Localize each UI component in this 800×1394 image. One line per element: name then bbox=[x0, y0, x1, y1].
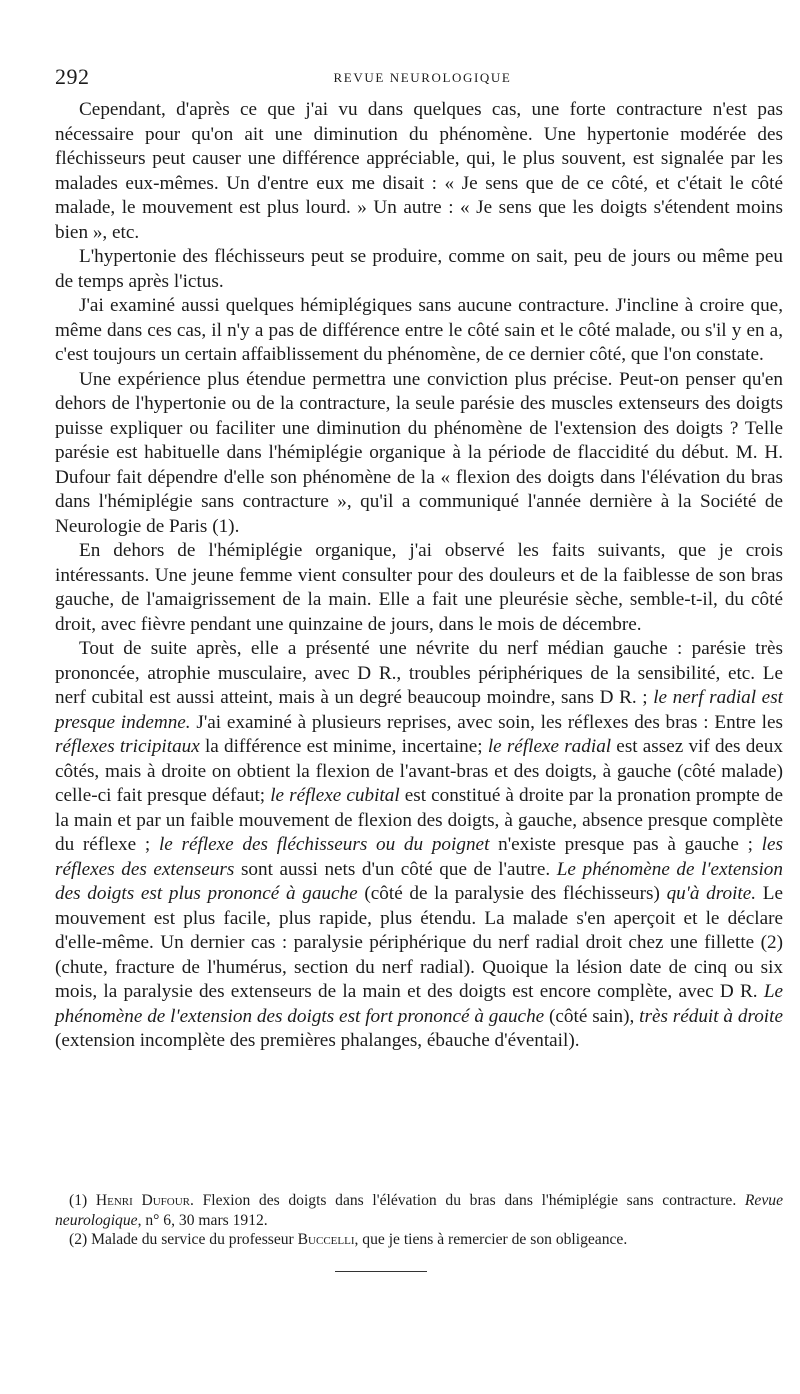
running-head: REVUE NEUROLOGIQUE bbox=[333, 70, 512, 85]
text-run: J'ai examiné à plusieurs reprises, avec soin, les réflexes des bras : Entre les bbox=[190, 711, 783, 733]
text-run: (côté sain), bbox=[544, 1005, 640, 1027]
end-rule bbox=[335, 1271, 427, 1272]
italic-run: les réflexes des extenseurs bbox=[55, 834, 783, 880]
footnote-author: Henri Dufour bbox=[95, 1192, 191, 1209]
paragraph-4: Une expérience plus étendue permettra une conviction plus précise. Peut-on penser qu'en dehors de l'hypertonie ou de la contracture, la seule parésie des muscles extenseurs des doigts puisse expliquer ou faciliter une diminution du phénomène de l'extension des doigts ? Telle parésie est habituelle dans l'hémiplégie organique à la période de flaccidité du début. M. H. Dufour fait dépendre d'elle son phénomène de la « flexion des doigts dans l'élévation du bras dans l'hémiplégie sans contracture », qu'il a communiqué l'année dernière à la Société de Neurologie de Paris (1). bbox=[55, 368, 783, 537]
italic-run: le réflexe cubital bbox=[270, 785, 400, 806]
text-run: sont aussi nets d'un côté que de l'autre. bbox=[234, 858, 557, 880]
footnote-2 bbox=[55, 1230, 783, 1250]
text-run: (extension incomplète des premières phalanges, ébauche d'éventail). bbox=[55, 1030, 580, 1051]
text-run: est constitué à droite par la pronation prompte de la main et par un faible mouvement de flexion des doigts, à gauche, absence presque complète du réflexe ; bbox=[55, 785, 783, 855]
italic-run: le réflexe radial bbox=[487, 736, 612, 757]
italic-run: Le phénomène de l'extension des doigts est fort prononcé à gauche bbox=[55, 981, 783, 1027]
footnote-number: (2) bbox=[69, 1231, 92, 1248]
italic-run: qu'à droite. bbox=[666, 883, 757, 904]
page-number: 292 bbox=[55, 64, 90, 89]
paragraph-5: En dehors de l'hémiplégie organique, j'ai observé les faits suivants, que je crois intéressants. Une jeune femme vient consulter pour des douleurs et de la faiblesse de son bras gauche, de l'amaigrissement de la main. Elle a fait une pleurésie sèche, semble-t-il, du côté droit, avec fièvre pendant une quinzaine de jours, dans le mois de décembre. bbox=[55, 540, 783, 635]
footnote-text: , n° 6, 30 mars 1912. bbox=[137, 1211, 268, 1229]
footnotes bbox=[55, 1191, 783, 1250]
text-run: (côté de la paralysie des fléchisseurs) bbox=[357, 883, 667, 904]
paragraph-6 bbox=[55, 637, 783, 1054]
text-run: Le mouvement est plus facile, plus rapide, plus étendu. La malade s'en aperçoit et le déclare d'elle-même. Un dernier cas : paralysie périphérique du nerf radial droit chez une fillette (2) (chute, fracture de l'humérus, section du nerf radial). Quoique la lésion date de cinq ou six mois, la paralysie des extenseurs de la main et des doigts est encore complète, avec D R. bbox=[55, 883, 784, 1002]
text-run: la différence est minime, incertaine; bbox=[199, 736, 488, 757]
paragraph-3: J'ai examiné aussi quelques hémiplégiques sans aucune contracture. J'incline à croire que, même dans ces cas, il n'y a pas de différence entre le côté sain et le côté malade, ou s'il y en a, c'est toujours un certain affaiblissement du phénomène, de ce dernier côté, que l'on constate. bbox=[55, 295, 783, 365]
italic-run: Le phénomène de l'extension des doigts est plus prononcé à gauche bbox=[55, 858, 783, 904]
article-body bbox=[55, 98, 783, 1054]
footnote-1 bbox=[55, 1191, 783, 1230]
text-run: est assez vif des deux côtés, mais à droite on obtient la flexion de l'avant-bras et des doigts, à gauche (côté malade) celle-ci fait presque défaut; bbox=[55, 736, 783, 806]
page-header bbox=[55, 64, 760, 92]
text-run: n'existe presque pas à gauche ; bbox=[489, 834, 762, 855]
italic-run: réflexes tricipitaux bbox=[55, 736, 200, 757]
italic-run: très réduit à droite bbox=[639, 1005, 783, 1027]
footnote-text: Malade du service du professeur bbox=[91, 1231, 298, 1248]
footnote-text: , que je tiens à remercier de son obligeance. bbox=[354, 1231, 628, 1248]
footnote-journal: Revue neurologique bbox=[55, 1192, 783, 1229]
footnote-text: . Flexion des doigts dans l'élévation du bras dans l'hémiplégie sans contracture. bbox=[190, 1192, 745, 1209]
paragraph-2: L'hypertonie des fléchisseurs peut se produire, comme on sait, peu de jours ou même peu de temps après l'ictus. bbox=[55, 246, 783, 292]
footnote-number: (1) bbox=[69, 1192, 96, 1209]
italic-run: le réflexe des fléchisseurs ou du poignet bbox=[158, 834, 490, 855]
paragraph-1: Cependant, d'après ce que j'ai vu dans quelques cas, une forte contracture n'est pas nécessaire pour qu'on ait une diminution du phénomène. Une hypertonie modérée des fléchisseurs peut causer une différence appréciable, qui, le plus souvent, est signalée par les malades eux-mêmes. Un d'entre eux me disait : « Je sens que de ce côté, et c'était le côté malade, le mouvement est plus lourd. » Un autre : « Je sens que les doigts s'étendent moins bien », etc. bbox=[55, 99, 783, 243]
italic-run: le nerf radial est presque indemne. bbox=[55, 687, 783, 733]
footnote-name: Buccelli bbox=[297, 1231, 355, 1248]
text-run: Tout de suite après, elle a présenté une névrite du nerf médian gauche : parésie très prononcée, atrophie musculaire, avec D R., troubles périphériques de la sensibilité, etc. Le nerf cubital est aussi atteint, mais à un degré beaucoup moindre, sans D R. ; bbox=[55, 638, 783, 708]
